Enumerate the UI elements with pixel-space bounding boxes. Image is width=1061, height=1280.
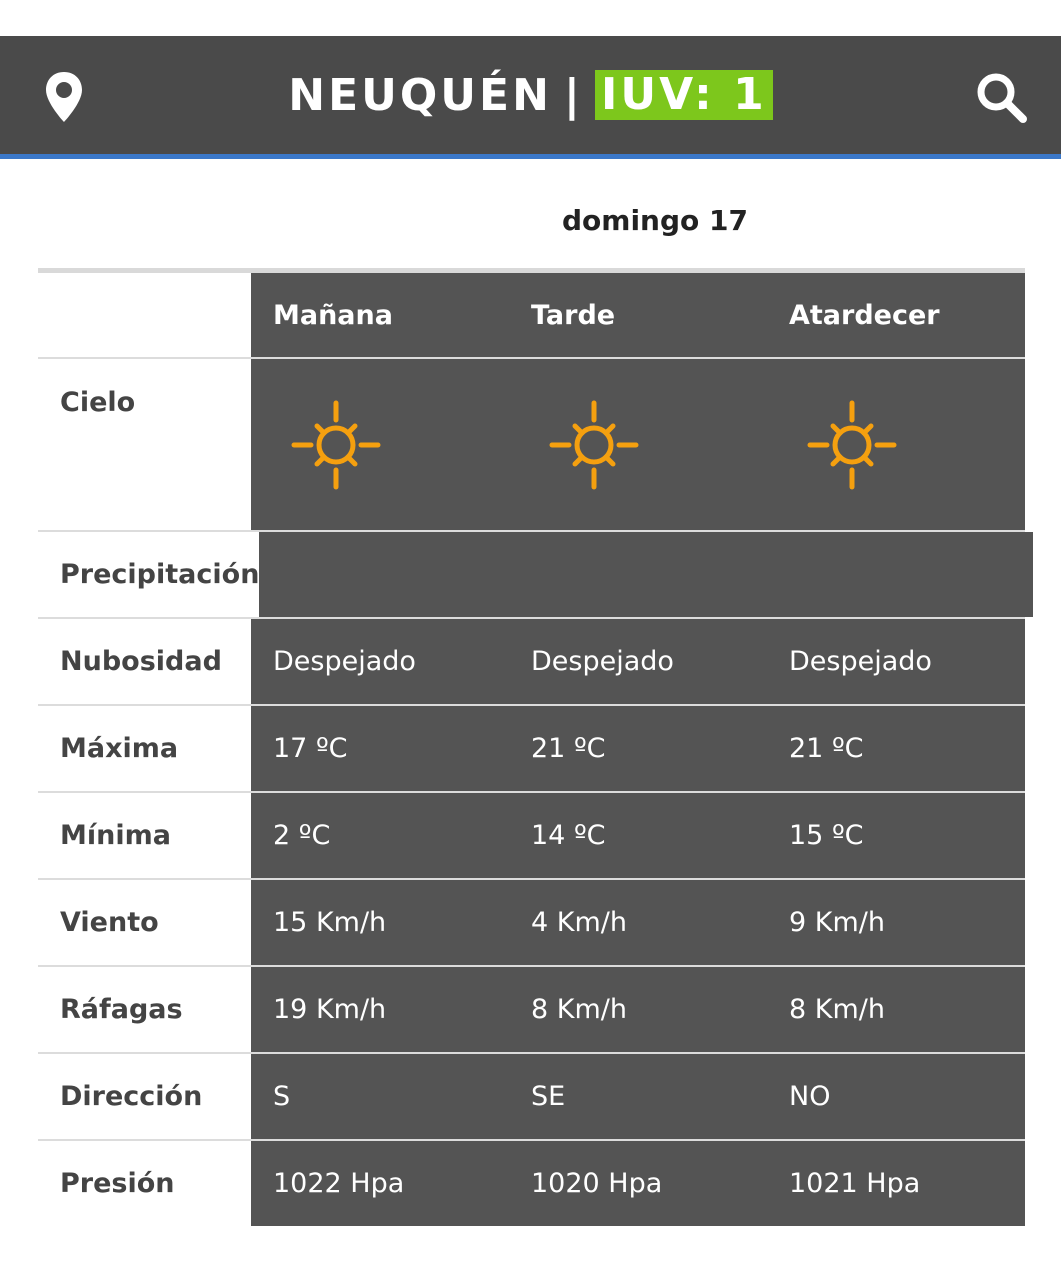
row-label-presion: Presión [38, 1141, 251, 1226]
table-cell: Despejado [531, 646, 674, 677]
top-bar [0, 36, 1061, 159]
table-cell: 14 ºC [531, 820, 606, 851]
table-cell: Despejado [789, 646, 932, 677]
row-label-viento: Viento [38, 880, 251, 965]
search-icon[interactable] [974, 70, 1028, 124]
sun-icon [549, 400, 639, 490]
column-header-atardecer: Atardecer [789, 299, 940, 331]
table-row-viento [38, 880, 1025, 967]
table-cell: 21 ºC [789, 733, 864, 764]
uv-index-badge: IUV: 1 [595, 70, 773, 120]
row-label-rafagas: Ráfagas [38, 967, 251, 1052]
row-label-minima: Mínima [38, 793, 251, 878]
table-cell [259, 532, 517, 617]
page-title [0, 36, 1061, 154]
table-row-direccion [38, 1054, 1025, 1141]
table-cell: S [273, 1081, 291, 1112]
row-label-direccion: Dirección [38, 1054, 251, 1139]
table-row-maxima [38, 706, 1025, 793]
sky-cell [767, 359, 1025, 530]
table-cell: 15 Km/h [273, 907, 387, 938]
table-cell: SE [531, 1081, 566, 1112]
table-cell: NO [789, 1081, 831, 1112]
row-label-cielo: Cielo [38, 359, 251, 530]
row-label-nubosidad: Nubosidad [38, 619, 251, 704]
table-cell: 15 ºC [789, 820, 864, 851]
table-row-nubosidad [38, 619, 1025, 706]
table-cell [775, 532, 1033, 617]
table-cell: Despejado [273, 646, 416, 677]
table-cell: 17 ºC [273, 733, 348, 764]
day-title: domingo 17 [562, 204, 748, 237]
table-cell: 8 Km/h [531, 994, 627, 1025]
column-header-manana: Mañana [273, 299, 393, 331]
table-cell: 1022 Hpa [273, 1168, 405, 1199]
table-header-row [38, 273, 1025, 359]
sky-cell [251, 359, 509, 530]
row-label-maxima: Máxima [38, 706, 251, 791]
sky-cell [509, 359, 767, 530]
sun-icon [807, 400, 897, 490]
column-header-tarde: Tarde [531, 299, 616, 331]
city-name: NEUQUÉN [288, 69, 552, 121]
table-row-presion [38, 1141, 1025, 1226]
table-cell: 19 Km/h [273, 994, 387, 1025]
table-cell: 4 Km/h [531, 907, 627, 938]
table-header-spacer [38, 273, 251, 357]
table-cell: 9 Km/h [789, 907, 885, 938]
table-cell [517, 532, 775, 617]
table-row-cielo [38, 359, 1025, 532]
sun-icon [291, 400, 381, 490]
row-label-precipitacion: Precipitación [38, 532, 259, 617]
table-row-minima [38, 793, 1025, 880]
table-cell: 2 ºC [273, 820, 331, 851]
table-cell: 1021 Hpa [789, 1168, 921, 1199]
title-separator: | [563, 69, 583, 121]
forecast-table [38, 268, 1025, 1226]
table-cell: 21 ºC [531, 733, 606, 764]
table-cell: 8 Km/h [789, 994, 885, 1025]
table-row-rafagas [38, 967, 1025, 1054]
table-row-precipitacion [38, 532, 1025, 619]
table-cell: 1020 Hpa [531, 1168, 663, 1199]
